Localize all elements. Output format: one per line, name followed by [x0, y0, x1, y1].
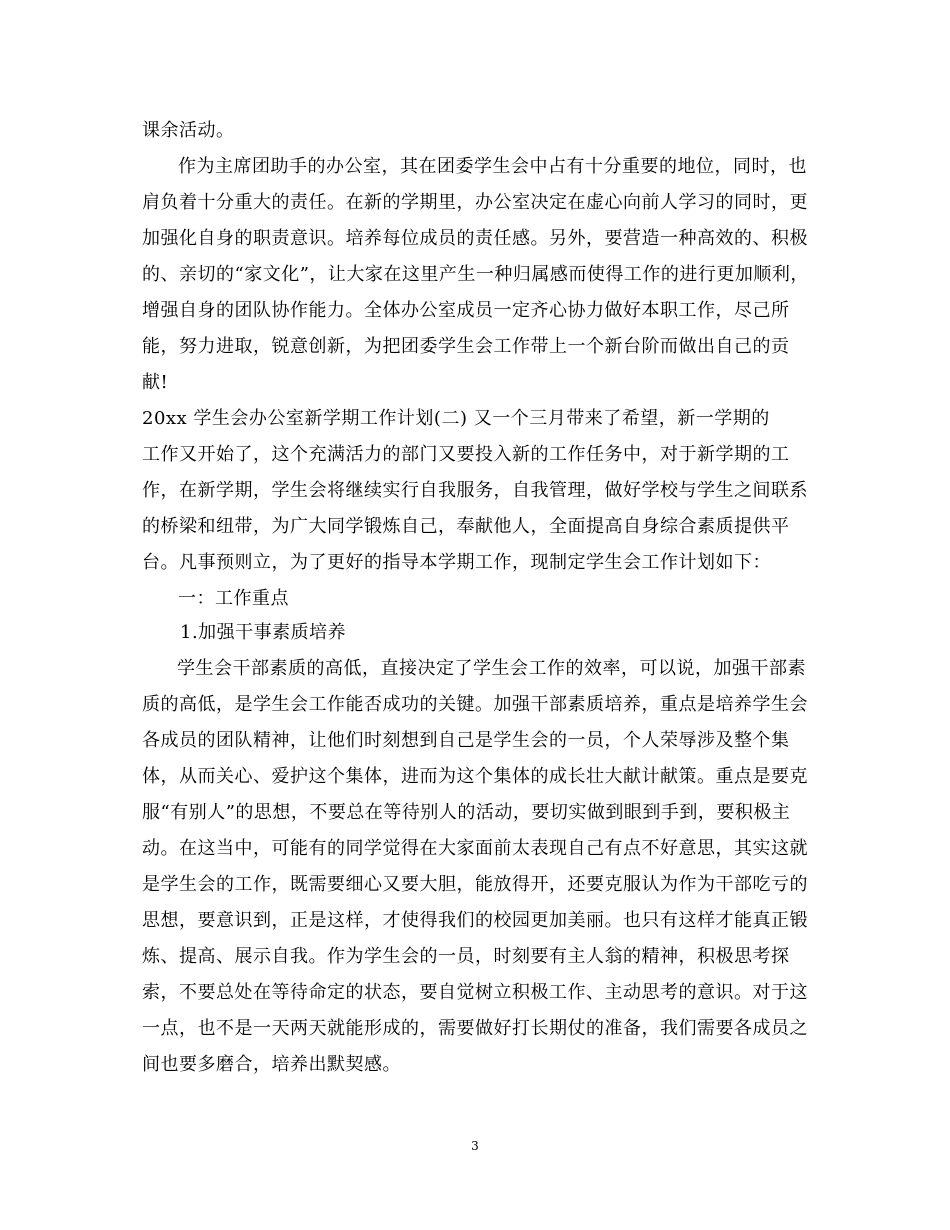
- text-line: 一点，也不是一天两天就能形成的，需要做好打长期仗的准备，我们需要各成员之: [142, 1018, 808, 1039]
- subheading-line: 1.加强干事素质培养: [180, 622, 347, 643]
- text-line: 加强化自身的职责意识。培养每位成员的责任感。另外，要营造一种高效的、积极: [142, 228, 808, 249]
- text-line: 献!: [142, 372, 169, 393]
- paragraph-start-line: 学生会干部素质的高低，直接决定了学生会工作的效率，可以说，加强干部素: [177, 658, 806, 679]
- text-line: 的、亲切的“家文化”，让大家在这里产生一种归属感而使得工作的进行更加顺利，: [142, 264, 809, 285]
- text-line: 作，在新学期，学生会将继续实行自我服务，自我管理，做好学校与学生之间联系: [142, 480, 808, 501]
- section-heading-line: 20xx 学生会办公室新学期工作计划(二) 又一个三月带来了希望，新一学期的: [142, 408, 770, 429]
- text-line: 增强自身的团队协作能力。全体办公室成员一定齐心协力做好本职工作，尽己所: [142, 300, 790, 321]
- text-line: 间也要多磨合，培养出默契感。: [142, 1054, 401, 1075]
- page-number: 3: [471, 1139, 479, 1153]
- text-line: 思想，要意识到，正是这样，才使得我们的校园更加美丽。也只有这样才能真正锻: [142, 910, 808, 931]
- text-line: 服“有别人”的思想，不要总在等待别人的活动，要切实做到眼到手到，要积极主: [142, 802, 791, 823]
- text-line: 能，努力进取，锐意创新，为把团委学生会工作带上一个新台阶而做出自己的贡: [142, 336, 790, 357]
- text-line: 各成员的团队精神，让他们时刻想到自己是学生会的一员，个人荣辱涉及整个集: [142, 730, 790, 751]
- text-line: 台。凡事预则立，为了更好的指导本学期工作，现制定学生会工作计划如下：: [142, 552, 771, 573]
- text-line: 索，不要总处在等待命定的状态，要自觉树立积极工作、主动思考的意识。对于这: [142, 982, 808, 1003]
- text-line: 的桥梁和纽带，为广大同学锻炼自己，奉献他人，全面提高自身综合素质提供平: [142, 516, 790, 537]
- text-line: 炼、提高、展示自我。作为学生会的一员，时刻要有主人翁的精神，积极思考探: [142, 946, 790, 967]
- text-line: 课余活动。: [142, 120, 235, 141]
- text-line: 肩负着十分重大的责任。在新的学期里，办公室决定在虚心向前人学习的同时，更: [142, 192, 808, 213]
- subheading-line: 一：工作重点: [178, 588, 289, 609]
- text-line: 是学生会的工作，既需要细心又要大胆，能放得开，还要克服认为作为干部吃亏的: [142, 874, 808, 895]
- text-line: 工作又开始了，这个充满活力的部门又要投入新的工作任务中，对于新学期的工: [142, 444, 790, 465]
- text-line: 质的高低，是学生会工作能否成功的关键。加强干部素质培养，重点是培养学生会: [142, 694, 808, 715]
- text-line: 体，从而关心、爱护这个集体，进而为这个集体的成长壮大献计献策。重点是要克: [142, 766, 808, 787]
- text-line: 动。在这当中，可能有的同学觉得在大家面前太表现自己有点不好意思，其实这就: [142, 838, 808, 859]
- paragraph-start-line: 作为主席团助手的办公室，其在团委学生会中占有十分重要的地位，同时，也: [178, 156, 807, 177]
